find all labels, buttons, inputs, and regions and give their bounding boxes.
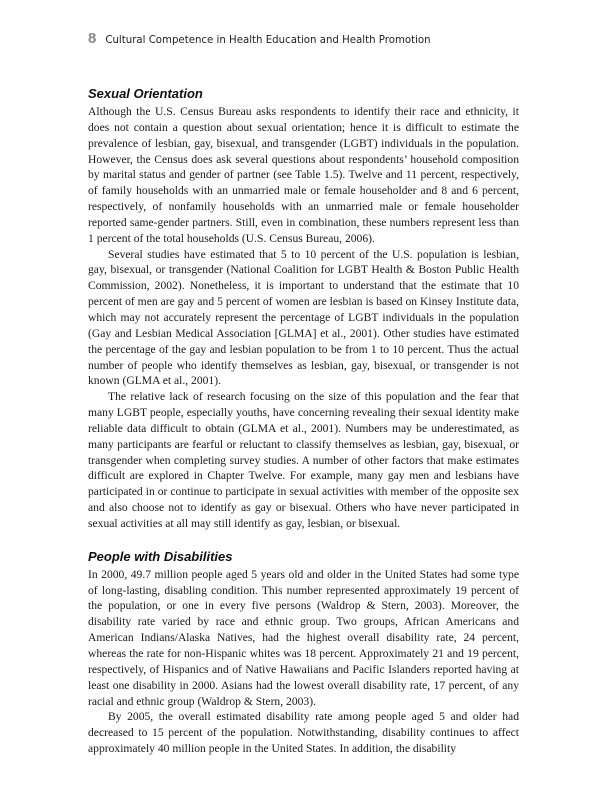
paragraph: Several studies have estimated that 5 to 10 percent of the U.S. population is lesbian, gay, bisexual, or transgender (National Coalition for LGBT Health & Boston Public Health Commission, 2002). Nonetheless, it is important to understand that the estimate that 10 percent of men are gay and 5 percent of women are lesbian is based on Kinsey Institute data, which may not accurately represent the percentage of LGBT individuals in the population (Gay and Lesbian Medical Association [GLMA] et al., 2001). Other studies have estimated the percentage of the gay and lesbian population to be from 1 to 10 percent. Thus the actual number of people who identify themselves as lesbian, gay, bisexual, or transgender is not known (GLMA et al., 2001). <box>88 247 519 388</box>
page-body <box>88 86 519 757</box>
section-heading-sexual-orientation: Sexual Orientation <box>88 86 203 101</box>
running-title: Cultural Competence in Health Education and Health Promotion <box>105 35 431 46</box>
paragraph: The relative lack of research focusing on the size of this population and the fear that many LGBT people, especially youths, have concerning revealing their sexual identity make reliable data difficult to obtain (GLMA et al., 2001). Numbers may be underestimated, as many participants are fearful or reluctant to classify themselves as lesbian, gay, bisexual, or transgender when completing survey studies. A number of other factors that make estimates difficult are explored in Chapter Twelve. For example, many gay men and lesbians have participated in or continue to participate in sexual activities with member of the opposite sex and also choose not to identify as gay or bisexual. Others who have never participated in sexual activities at all may still identify as gay, lesbian, or bisexual. <box>88 390 519 530</box>
running-head <box>88 30 528 48</box>
paragraph: Although the U.S. Census Bureau asks respondents to identify their race and ethnicity, it does not contain a question about sexual orientation; hence it is difficult to estimate the prevalence of lesbian, gay, bisexual, and transgender (LGBT) individuals in the population. However, the Census does ask several questions about respondents’ household composition by marital status and gender of partner (see Table 1.5). Twelve and 11 percent, respectively, of family households with an unmarried male or female householder and 8 and 6 percent, respectively, of nonfamily households with an unmarried male or female householder reported same-gender partners. Still, even in combination, these numbers represent less than 1 percent of the total households (U.S. Census Bureau, 2006). <box>88 105 519 245</box>
page-number: 8 <box>88 30 97 47</box>
section-heading-people-with-disabilities: People with Disabilities <box>88 548 233 564</box>
paragraph: In 2000, 49.7 million people aged 5 years old and older in the United States had some type of long-lasting, disabling condition. This number represented approximately 19 percent of the population, or one in every five persons (Waldrop & Stern, 2003). Moreover, the disability rate varied by race and ethnic group. Two groups, African Americans and American Indians/Alaska Natives, had the highest overall disability rate, 24 percent, whereas the rate for non-Hispanic whites was 18 percent. Approximately 21 and 19 percent, respectively, of Hispanics and of Native Hawaiians and Pacific Islanders reported having at least one disability in 2000. Asians had the lowest overall disability rate, 17 percent, of any racial and ethnic group (Waldrop & Stern, 2003). <box>88 567 519 708</box>
paragraph: By 2005, the overall estimated disability rate among people aged 5 and older had decreased to 15 percent of the population. Notwithstanding, disability continues to affect approximately 40 million people in the United States. In addition, the disability <box>88 710 519 756</box>
